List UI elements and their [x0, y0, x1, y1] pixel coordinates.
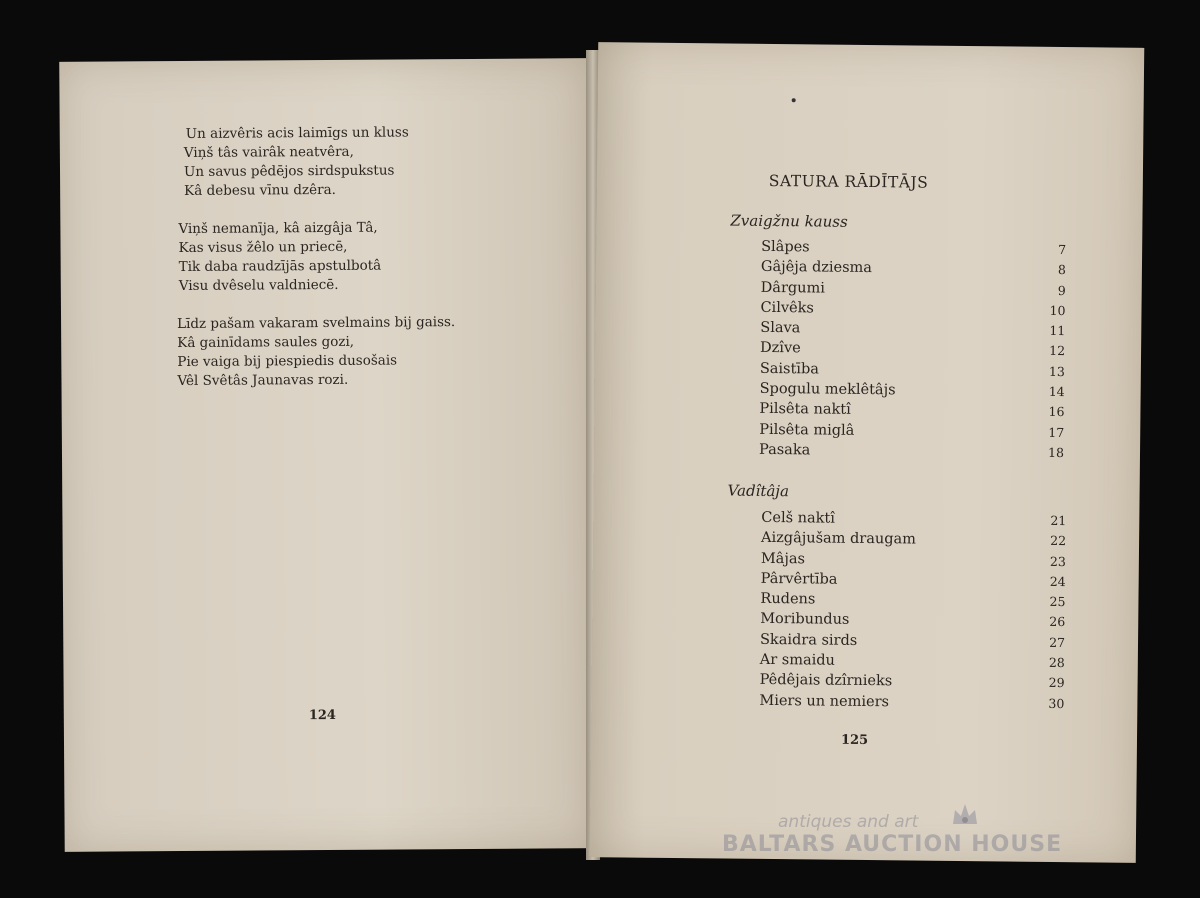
toc-entry-page: 24 — [1049, 573, 1066, 589]
toc-entry-page: 25 — [1049, 594, 1066, 610]
toc-entry-title: Celš naktî — [761, 509, 835, 527]
toc-entry-title: Rudens — [760, 591, 816, 608]
right-page — [590, 42, 1145, 863]
watermark-brand: BALTARS AUCTION HOUSE — [722, 832, 1063, 857]
toc-entry-page: 17 — [1048, 424, 1065, 440]
toc-entry-title: Aizgâjušam draugam — [761, 530, 917, 548]
toc-title: SATURA RĀDĪTĀJS — [768, 171, 929, 192]
toc-entry-title: Pilsêta naktî — [759, 401, 851, 419]
stanza — [183, 123, 455, 201]
toc-entry-page: 12 — [1049, 343, 1066, 359]
toc-entry-page: 14 — [1048, 383, 1065, 400]
poem-line: Viņš tâs vairâk neatvêra, — [183, 143, 354, 161]
poem-line: Kâ debesu vīnu dzêra. — [184, 181, 336, 199]
toc-entry-page: 22 — [1050, 533, 1067, 549]
crown-icon — [951, 802, 979, 828]
toc-entry-page: 11 — [1049, 323, 1066, 339]
toc-entry — [761, 528, 1066, 551]
poem-line: Un savus pêdējos sirdspukstus — [183, 162, 395, 180]
poem-line: Viņš nemanīja, kâ aizgâja Tâ, — [178, 219, 378, 238]
toc-entry-page: 8 — [1057, 262, 1067, 278]
toc-entry-title: Slava — [760, 320, 801, 337]
toc-entry-title: Dârgumi — [760, 279, 826, 297]
toc-entry-page: 28 — [1048, 654, 1065, 671]
toc-entries — [759, 508, 1066, 714]
page-number: 124 — [308, 707, 337, 724]
toc-entry — [760, 298, 1065, 321]
toc-entry-title: Pasaka — [758, 441, 811, 459]
toc-entry-page: 7 — [1058, 241, 1067, 258]
poem-line: Visu dvêselu valdniecē. — [178, 276, 339, 295]
poem-line: Kâ gainīdams saules gozi, — [177, 333, 355, 352]
section-heading: Zvaigžnu kauss — [730, 211, 848, 231]
toc-entry-page: 18 — [1048, 444, 1065, 461]
toc-entry-title: Mâjas — [760, 550, 806, 567]
toc-entry-title: Dzîve — [760, 340, 801, 357]
toc-entry-title: Cilvêks — [760, 299, 814, 317]
toc-entry-page: 30 — [1048, 695, 1065, 711]
poem — [177, 123, 456, 410]
toc-entry-page: 27 — [1049, 634, 1066, 650]
toc-entry-title: Pêdêjais dzîrnieks — [759, 672, 893, 690]
toc-entry — [759, 691, 1064, 714]
poem-line: Tik daba raudzījās apstulbotâ — [178, 257, 382, 276]
toc-entry-page: 29 — [1048, 675, 1065, 691]
toc-entry-page: 16 — [1048, 404, 1065, 420]
toc-entry-page: 21 — [1050, 512, 1067, 529]
watermark-tagline: antiques and art — [778, 812, 919, 832]
toc-entry-title: Ar smaidu — [759, 651, 836, 669]
toc-entry-title: Saistība — [759, 360, 820, 378]
poem-line: Līdz pašam vakaram svelmains bij gaiss. — [177, 314, 456, 333]
toc-entry-title: Miers un nemiers — [759, 692, 890, 710]
section-heading: Vadîtâja — [727, 481, 790, 501]
toc-entry-page: 23 — [1049, 553, 1066, 569]
poem-line: Vêl Svêtâs Jaunavas rozi. — [177, 371, 349, 390]
toc-entry-title: Skaidra sirds — [759, 631, 858, 649]
stanza — [177, 313, 456, 391]
toc-entry-title: Gâjêja dziesma — [760, 259, 873, 277]
stanza — [178, 218, 455, 296]
toc-entry-title: Slâpes — [761, 238, 810, 256]
toc-entry-title: Spogulu meklêtâjs — [759, 380, 896, 399]
poem-line: Kas visus žêlo un priecē, — [178, 238, 348, 257]
toc-entry-title: Pârvêrtība — [760, 570, 838, 588]
toc-entry-title: Moribundus — [760, 611, 850, 629]
page-number: 125 — [840, 732, 869, 749]
toc-entries — [759, 237, 1066, 463]
toc-entry-page: 10 — [1049, 302, 1066, 318]
toc-entry-page: 13 — [1048, 363, 1065, 379]
watermark — [722, 812, 1122, 857]
poem-line: Pie vaiga bij piespiedis dusošais — [177, 352, 398, 371]
toc-entry — [759, 440, 1064, 463]
poem-line: Un aizvêris acis laimīgs un kluss — [185, 124, 409, 142]
toc-entry-page: 26 — [1049, 614, 1066, 630]
toc-entry-title: Pilsêta miglâ — [759, 421, 855, 439]
left-page — [59, 58, 593, 852]
toc-entry-page: 9 — [1057, 282, 1066, 298]
ink-spot — [792, 98, 796, 102]
